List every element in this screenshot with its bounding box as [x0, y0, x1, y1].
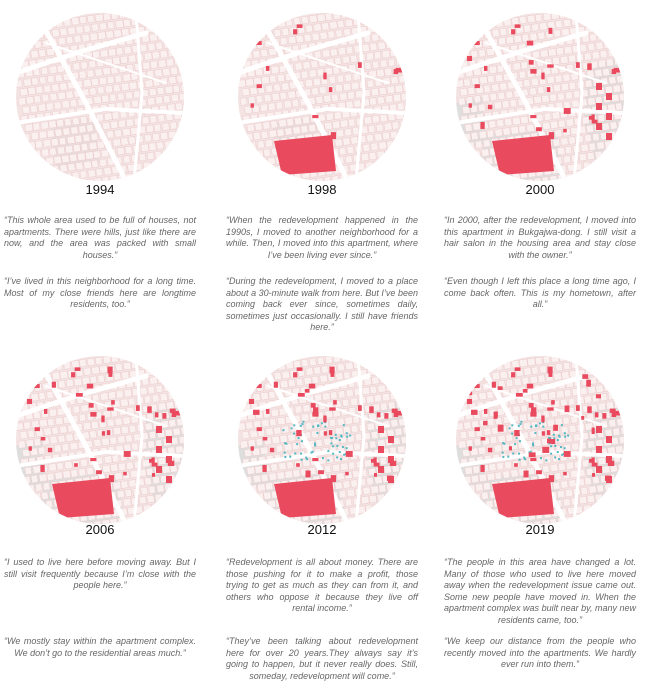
map-svg: [456, 356, 624, 524]
map-svg: [16, 356, 184, 524]
quote-2: “They’ve been talking about redevelopment here for over 20 years.They always say it’s going to happen, but it never really does. Still, someday, redevelopment will come.”: [226, 636, 418, 681]
quote-1: “I used to live here before moving away. But I still visit frequently because I’m close with the people here.”: [4, 557, 196, 590]
map-svg: [238, 356, 406, 524]
year-label: 2006: [85, 522, 115, 537]
year-label: 1994: [85, 182, 115, 197]
map-svg: [456, 13, 624, 181]
neighborhood-map: [456, 356, 624, 524]
neighborhood-map: [238, 356, 406, 524]
map-svg: [238, 13, 406, 181]
year-label: 1998: [307, 182, 337, 197]
year-label: 2019: [525, 522, 555, 537]
neighborhood-map: [238, 13, 406, 181]
quote-2: “We keep our distance from the people who recently moved into the apartments. We hardly ever run into them.”: [444, 636, 636, 669]
year-label: 2012: [307, 522, 337, 537]
quote-1: “In 2000, after the redevelopment, I moved into this apartment in Bukgajwa-dong. I still visit a hair salon in the housing area and stay close with the owner.”: [444, 215, 636, 260]
quote-1: “When the redevelopment happened in the 1990s, I moved to another neighborhood for a while. Then, I moved into this apartment, where I’ve been living ever since.”: [226, 215, 418, 260]
map-svg: [16, 13, 184, 181]
neighborhood-map: [456, 13, 624, 181]
quote-2: “We mostly stay within the apartment complex. We don’t go to the residential areas much.”: [4, 636, 196, 658]
quote-1: “This whole area used to be full of houses, not apartments. There were hills, just like there are now, and the area was packed with small houses.”: [4, 215, 196, 260]
year-label: 2000: [525, 182, 555, 197]
quote-2: “I’ve lived in this neighborhood for a long time. Most of my close friends here are longtime residents, too.”: [4, 276, 196, 309]
quote-1: “The people in this area have changed a lot. Many of those who used to live here moved away when the redevelopment issue came out. Some new people have moved in. When the apartment complex was built near by, many new residents came, too.”: [444, 557, 636, 625]
quote-2: “During the redevelopment, I moved to a place about a 30-minute walk from here. But I’ve been coming back ever since, sometimes daily, sometimes just occasionally. I still have friends here.”: [226, 276, 418, 332]
quote-1: “Redevelopment is all about money. There are those pushing for it to make a profit, those trying to get as much as they can from it, and others who oppose it because they live off rental income.”: [226, 557, 418, 613]
quote-2: “Even though I left this place a long time ago, I come back often. This is my hometown, after all.”: [444, 276, 636, 309]
neighborhood-map: [16, 13, 184, 181]
neighborhood-map: [16, 356, 184, 524]
